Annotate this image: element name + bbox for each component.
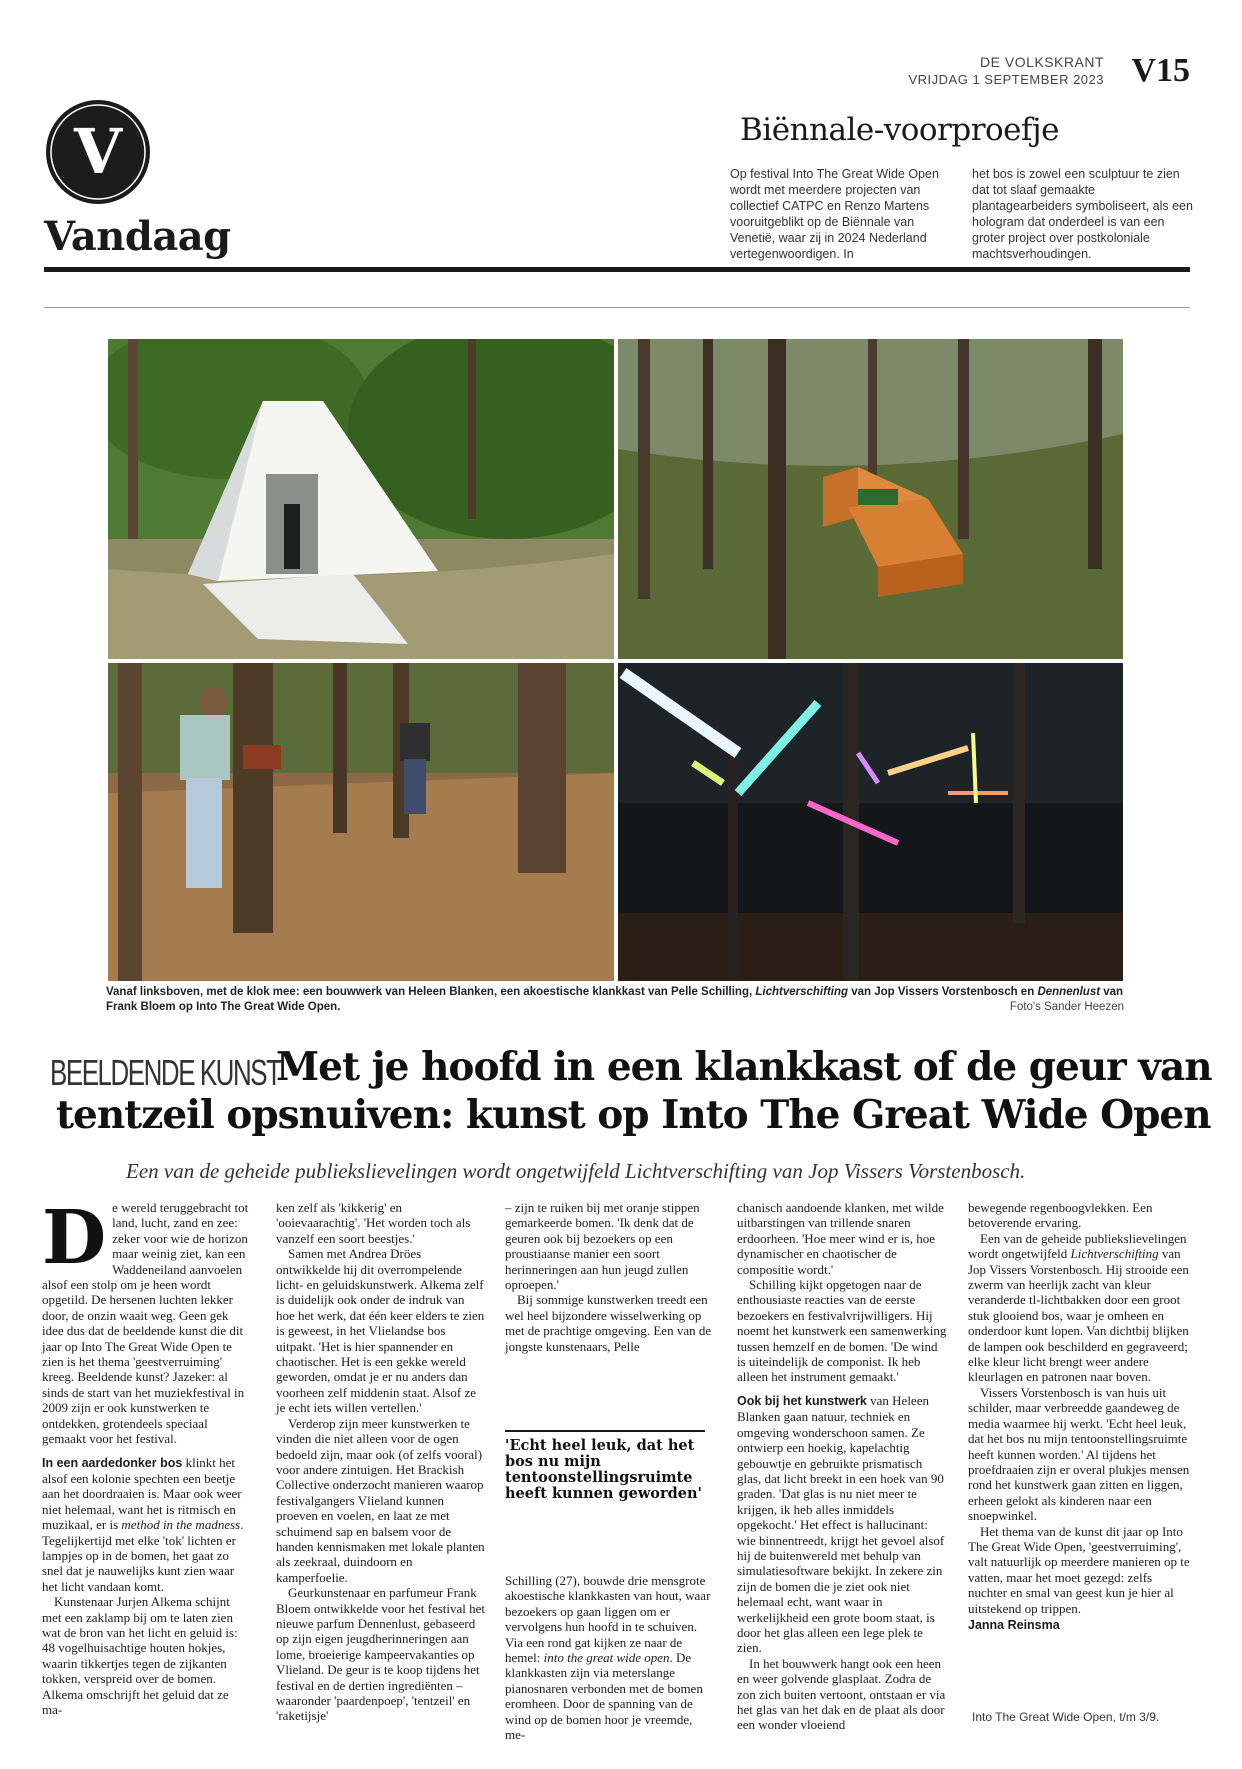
article-column-2: ken zelf als 'kikkerig' en 'ooievaarachtig'. 'Het worden toch als vanzelf een soort beestjes.' Samen met Andrea Dröes ontwikkelde hij dit overrompelende licht- en geluidskunstwerk. Alkema zelf is duidelijk ook onder de indruk van hoe het werk, dat één keer elders te zien is geweest, in het Vlielandse bos uitpakt. 'Het is hier spannender en chaotischer. Het is een gekke wereld geworden, omdat je er nu anders dan voorheen zelf middenin staat. Alsof ze je echt iets willen vertellen.' Verderop zijn meer kunstwerken te vinden die niet alleen voor de ogen bedoeld zijn, maar ook (of zelfs vooral) voor andere zintuigen. Het Brackish Collective onderzocht manieren waarop festivalgangers Vlieland kunnen proeven en voelen, en laat ze met schuimend sap en balsem voor de handen kennismaken met lokale planten als zeekraal, duindoorn en kamperfoelie. Geurkunstenaar en parfumeur Frank Bloem ontwikkelde voor het festival het nieuwe parfum Dennenlust, gebaseerd op zijn eigen jeugdherinneringen aan lome, broeierige kampeervakanties op Vlieland. De geur is te koop tijdens het festival en de dertien ingrediënten – waaronder 'paardenpoep', 'tentzeil' en 'raketijsje' <box>276 1200 486 1724</box>
photo-credit: Foto's Sander Heezen <box>1009 1001 1124 1013</box>
section-kicker: BEELDENDE KUNST <box>50 1052 281 1093</box>
logo-v-icon <box>46 100 150 204</box>
article-column-1: De wereld teruggebracht tot land, lucht, zand en zee: zeker voor wie de horizon maar weinig ziet, kan een Waddeneiland aanvoelen alsof een stolp om je heen wordt opgetild. De hersenen luchten lekker door, de onzin waait weg. Geen gek idee dus dat de beeldende kunst die dit jaar op Into The Great Wide Open te zien is het thema 'geestverruiming' kreeg. Beeldende kunst? Jazeker: al sinds de start van het muziekfestival in 2009 zijn er ook kunstwerken te ontdekken, grotendeels speciaal gemaakt voor het festival. In een aardedonker bos klinkt het alsof een kolonie spechten een beetje aan het doordraaien is. Maar ook weer niet helemaal, want het is ritmisch en muzikaal, er is method in the madness. Tegelijkertijd met elke 'tok' lichten er lampjes op in de bomen, het gaat zo snel dat je nauwelijks kunt zien waar het licht vandaan komt. Kunstenaar Jurjen Alkema schijnt met een zaklamp bij om te laten zien wat de bron van het licht en geluid is: 48 vogelhuisachtige houten hokjes, waarin tikkertjes tegen de zijkanten tokken, verspreid over de bomen. Alkema omschrijft het geluid dat ze ma- <box>42 1195 249 1717</box>
teaser-title: Biënnale-voorproefje <box>740 112 1059 148</box>
event-info-footnote: Into The Great Wide Open, t/m 3/9. <box>972 1710 1160 1724</box>
photo-jurjen-alkema-birdhouses <box>108 663 614 981</box>
photo-pelle-schilling-soundbox <box>618 339 1123 659</box>
photo-heleen-blanken-structure <box>108 339 614 659</box>
headline-line-1: Met je hoofd in een klankkast of de geur van <box>276 1044 1212 1090</box>
section-divider <box>44 307 1190 308</box>
headline-line-2: tentzeil opsnuiven: kunst op Into The Great Wide Open <box>56 1092 1211 1138</box>
drop-cap: D <box>42 1195 107 1281</box>
header-rule <box>44 267 1190 272</box>
pull-quote: 'Echt heel leuk, dat het bos nu mijn tentoonstellingsruimte heeft kunnen geworden' <box>505 1430 705 1502</box>
section-title: Vandaag <box>44 213 231 260</box>
author-byline: Janna Reinsma <box>968 1617 1060 1632</box>
teaser-text-col2: het bos is zowel een sculptuur te zien dat tot slaaf gemaakte plantagearbeiders symboliseert, als een hologram dat onderdeel is van een groter project over postkoloniale machtsverhoudingen. <box>972 167 1193 261</box>
volkskrant-logo <box>46 100 150 204</box>
article-column-3-continued: Schilling (27), bouwde drie mensgrote akoestische klankkasten van hout, waar bezoekers op gaan liggen om er vervolgens hun hoofd in te schuiven. Via een rond gat kijken ze naar de hemel: into the great wide open. De klankkasten zijn via meterslange pianosnaren verbonden met de bomen eromheen. Door de spanning van de wind op de bomen hoor je vreemde, me- <box>505 1573 711 1743</box>
teaser-text-col1: Op festival Into The Great Wide Open wordt met meerdere projecten van collectief CATPC en Renzo Martens vooruitgeblikt op de Biënnale van Venetië, waar zij in 2024 Nederland vertegenwoordigen. In <box>730 167 939 261</box>
article-column-5: bewegende regenboogvlekken. Een betoverende ervaring. Een van de geheide publiekslievelingen wordt ongetwijfeld Lichtverschifting van Jop Vissers Vorstenbosch. Hij strooide een zwerm van heerlijk zacht van kleur veranderde tl-lichtbakken door een groot stuk glooiend bos, waar je omheen en onderdoor kunt lopen. Van dichtbij blijken de lampen ook beschilderd en gegraveerd; elke kleur licht brengt weer andere kleurlagen en patronen naar boven. Vissers Vorstenbosch is van huis uit schilder, maar verbreedde gaandeweg de media waarmee hij werkt. 'Echt heel leuk, dat het bos nu mijn tentoonstellingsruimte heeft kunnen worden.' Al tijdens het proefdraaien zijn er overal plukjes mensen rond het kunstwerk gaan zitten en liggen, erheen gelokt als kinderen naar een snoepwinkel. Het thema van de kunst dit jaar op Into The Great Wide Open, 'geestverruiming', valt natuurlijk op meerdere manieren op te vatten, maar het moet gezegd: zelfs nuchter en smal van geest kun je hier al uitstekend op trippen. Janna Reinsma <box>968 1200 1190 1632</box>
photo-lichtverschifting-neon <box>618 663 1123 981</box>
newspaper-name: DE VOLKSKRANT <box>980 54 1104 70</box>
svg-text:V: V <box>73 115 123 188</box>
article-column-4: chanisch aandoende klanken, met wilde uitbarstingen van trillende snaren erdoorheen. 'Hoe meer wind er is, hoe dynamischer en chaotischer de compositie wordt.' Schilling kijkt opgetogen naar de enthousiaste reacties van de eerste bezoekers en festivalvrijwilligers. Hij noemt het kunstwerk een samenwerking tussen hemzelf en de bomen. 'De wind is uiteindelijk de componist. Ik heb alleen het instrument gemaakt.' Ook bij het kunstwerk van Heleen Blanken gaan natuur, techniek en omgeving wonderschoon samen. Ze ontwierp een hoekig, kapelachtig gebouwtje en gebruikte prismatisch glas, dat licht breekt in een hoek van 90 graden. 'Dat glas is nu niet meer te krijgen, ik heb alles inmiddels opgekocht.' Het effect is hallucinant: wie binnentreedt, krijgt het gevoel alsof hij de buitenwereld met behulp van simulatiesoftware bekijkt. In zekere zin zijn de bomen die je ziet ook niet helemaal echt, want waar in werkelijkheid een grote boom staat, is door het glas alleen een lege plek te zien. In het bouwwerk hangt ook een heen en weer golvende glasplaat. Zodra de zon zich buiten vertoont, ontstaan er via het glas van het dak en de plaat als door een wonder vloeiend <box>737 1200 947 1733</box>
page-number: V15 <box>1131 52 1190 89</box>
article-column-3: – zijn te ruiken bij met oranje stippen gemarkeerde bomen. 'Ik denk dat de geuren ook bij bezoekers op een proustiaanse manier een soort herinneringen aan hun jeugd zullen oproepen.' Bij sommige kunstwerken treedt een wel heel bijzondere wisselwerking op met de prachtige omgeving. Een van de jongste kunstenaars, Pelle <box>505 1200 712 1354</box>
photo-caption: Vanaf linksboven, met de klok mee: een bouwwerk van Heleen Blanken, een akoestische klankkast van Pelle Schilling, Lichtverschifting van Jop Vissers Vorstenbosch en Dennenlust van Frank Bloem op Into The Great Wide Open. <box>106 986 1124 1013</box>
issue-date: VRIJDAG 1 SEPTEMBER 2023 <box>908 72 1104 87</box>
standfirst: Een van de geheide publiekslievelingen wordt ongetwijfeld Lichtverschifting van Jop Vissers Vorstenbosch. <box>126 1159 1026 1183</box>
